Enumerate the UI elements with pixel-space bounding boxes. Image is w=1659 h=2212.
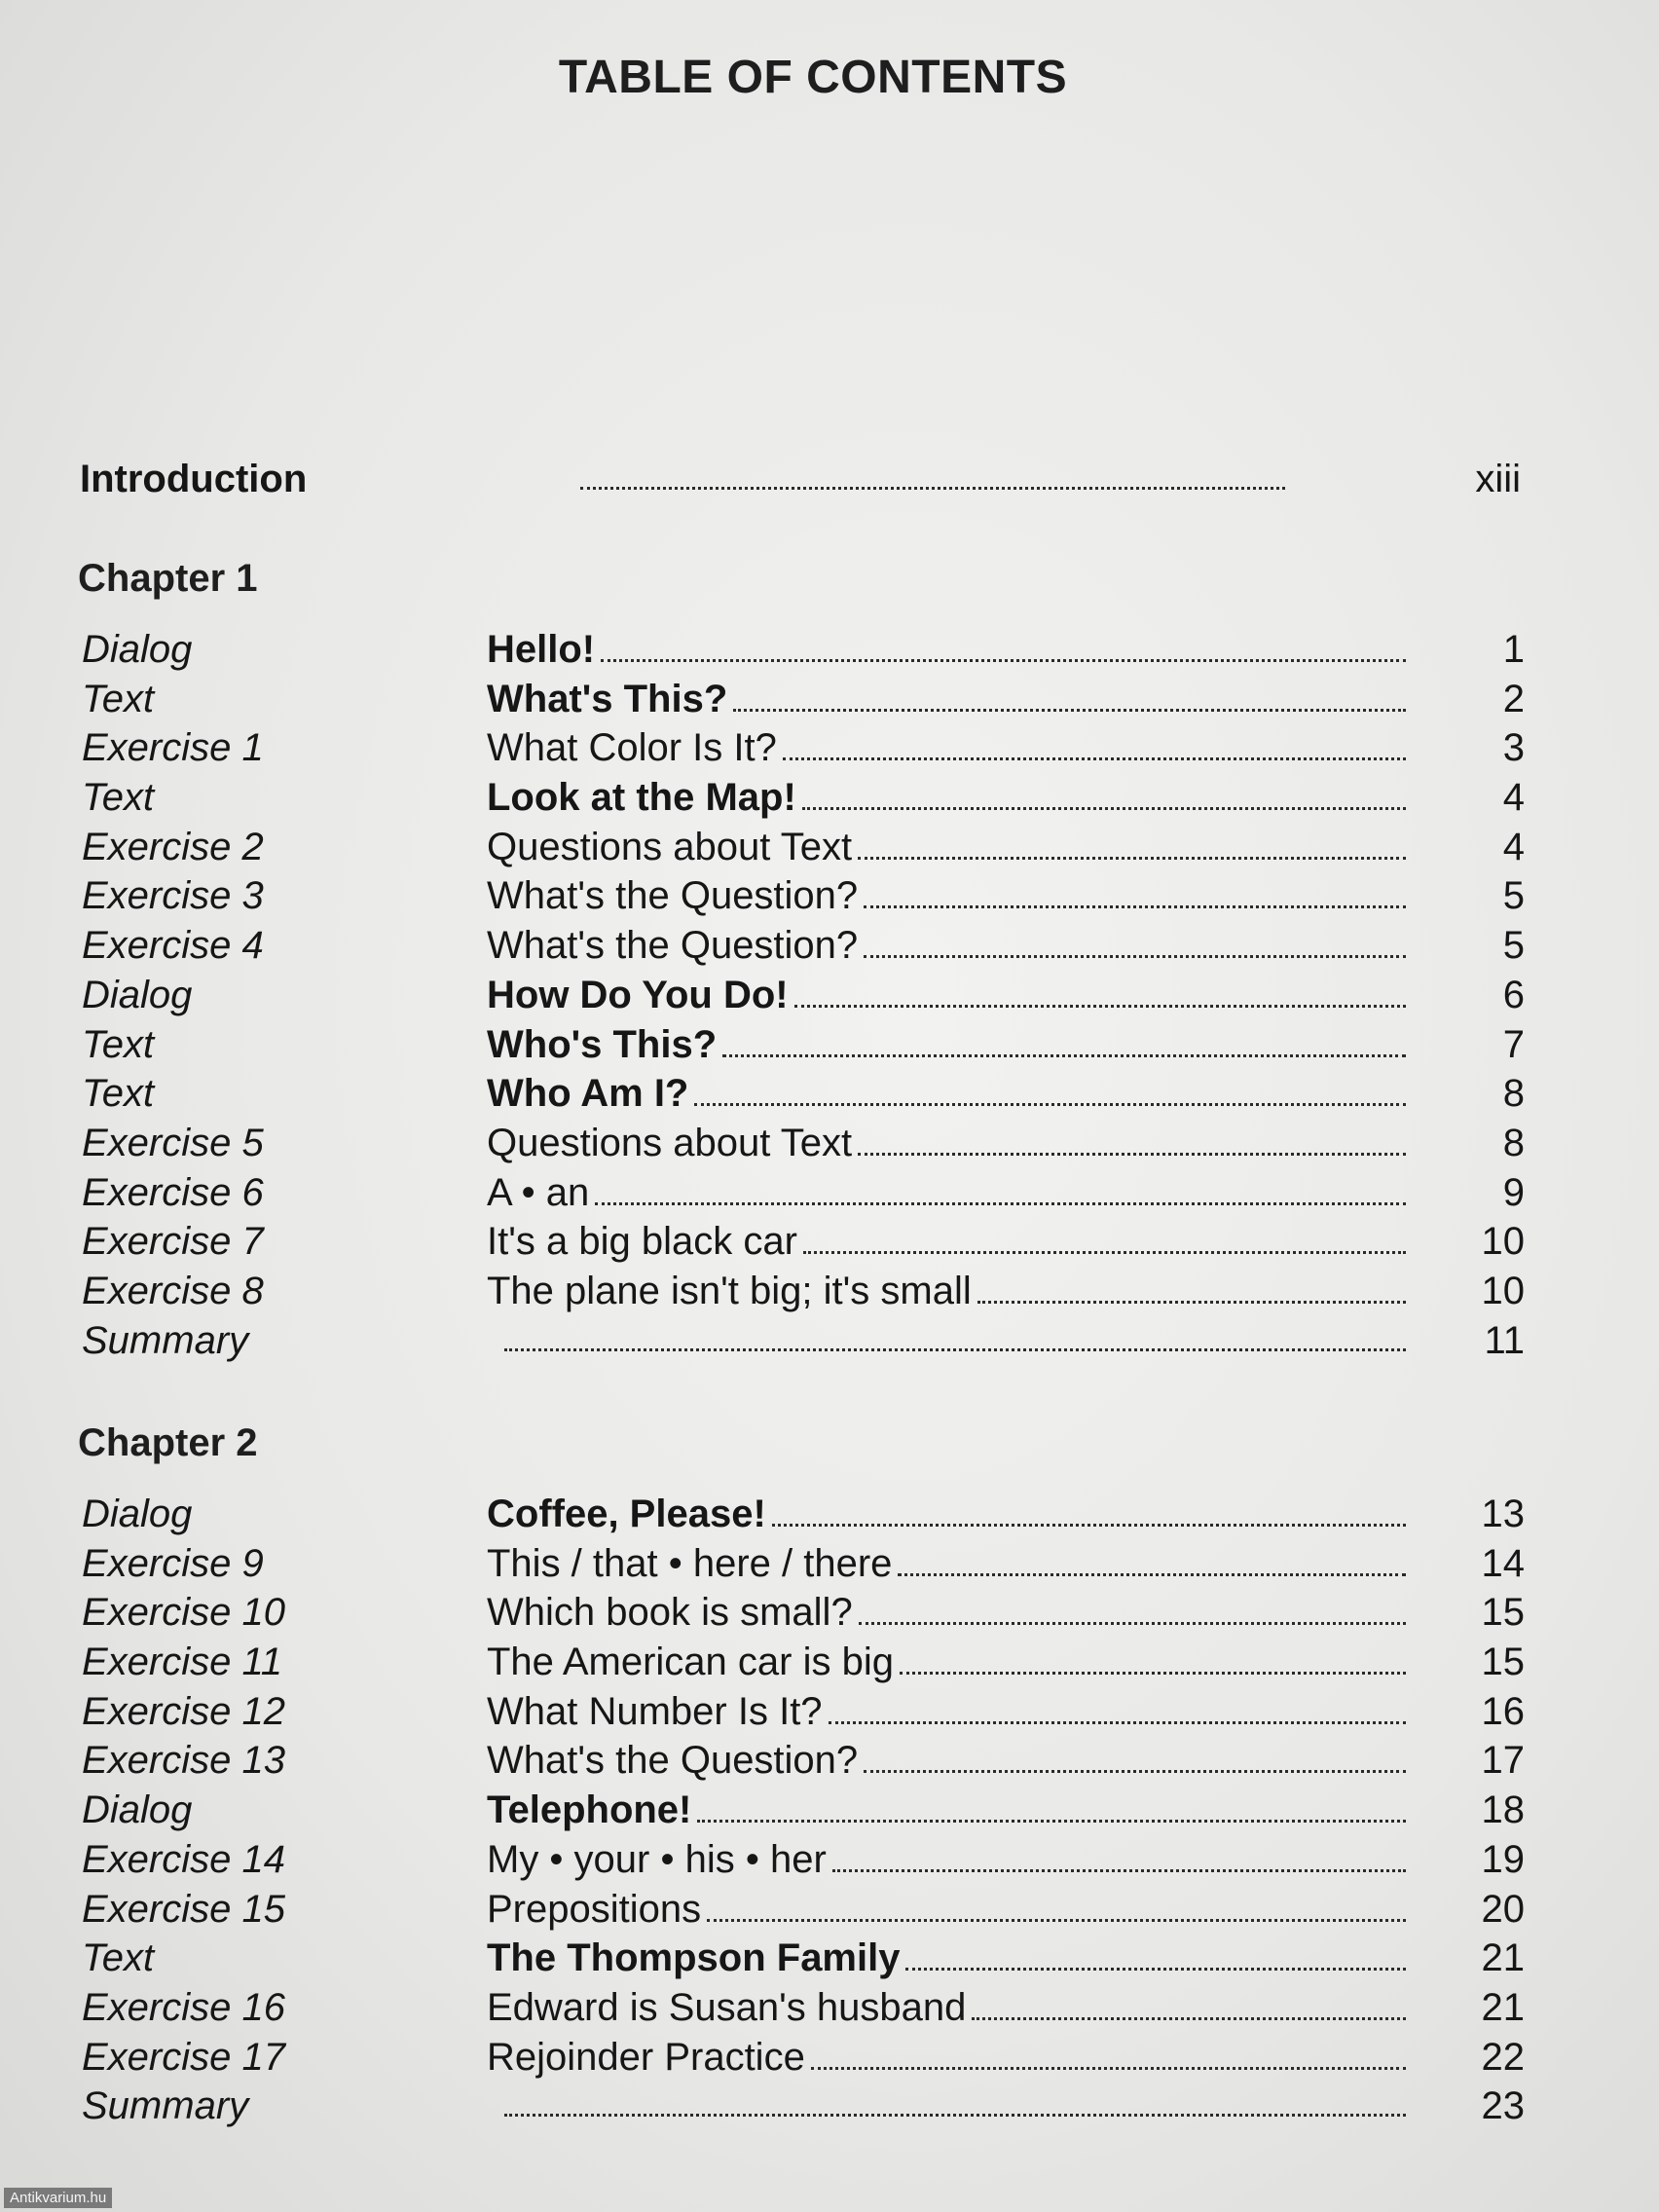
entry-title: How Do You Do! (487, 973, 789, 1016)
toc-entry (0, 1788, 1659, 1838)
entry-title-leader (487, 924, 1412, 968)
leader-dots (694, 1074, 1406, 1106)
leader-dots (722, 1025, 1406, 1057)
entry-page-number: 4 (1502, 825, 1525, 868)
entry-label: Exercise 16 (82, 1985, 285, 2029)
entry-page-number: 21 (1481, 1985, 1525, 2029)
entry-page-number: 8 (1502, 1072, 1525, 1116)
entry-label: Text (82, 776, 155, 820)
entry-title: What's the Question? (487, 924, 859, 968)
entry-page-number: 4 (1502, 776, 1525, 820)
entry-title: The plane isn't big; it's small (487, 1269, 972, 1312)
entry-page-number: 19 (1481, 1837, 1525, 1881)
entry-label: Exercise 11 (82, 1641, 283, 1684)
entry-label: Exercise 5 (82, 1121, 264, 1164)
toc-entry (0, 1936, 1659, 1986)
entry-title-leader (487, 1788, 1412, 1832)
entry-title: Coffee, Please! (487, 1493, 766, 1535)
entry-title-leader (487, 1171, 1412, 1215)
entry-title: This / that • here / there (487, 1541, 893, 1585)
toc-entry (0, 1220, 1659, 1270)
toc-entry (0, 2084, 1659, 2134)
leader-dots (858, 828, 1406, 860)
leader-dots (504, 2084, 1406, 2117)
entry-title-leader (487, 1739, 1412, 1783)
toc-entry (0, 1739, 1659, 1788)
entry-page-number: 9 (1502, 1170, 1525, 1214)
entry-label: Exercise 8 (82, 1269, 264, 1312)
entry-title: Hello! (487, 628, 596, 671)
entry-page-number: 23 (1481, 2084, 1525, 2128)
entry-title: What Number Is It? (487, 1689, 823, 1733)
entry-page-number: 14 (1481, 1541, 1525, 1585)
entry-label: Exercise 17 (82, 2035, 285, 2079)
toc-entry (0, 1591, 1659, 1641)
entry-label: Dialog (82, 973, 193, 1016)
entry-title: It's a big black car (487, 1220, 797, 1264)
entry-title-leader (487, 1641, 1412, 1684)
entry-title-leader (498, 1319, 1412, 1351)
entry-page-number: 16 (1481, 1689, 1525, 1733)
toc-entry (0, 1690, 1659, 1740)
chapter-1-entries (0, 628, 1659, 1368)
entry-title: Who's This? (487, 1022, 718, 1066)
leader-dots (733, 680, 1406, 712)
entry-title-leader (487, 2036, 1412, 2080)
entry-label: Text (82, 1936, 155, 1980)
entry-title-leader (487, 1838, 1412, 1882)
entry-title: The American car is big (487, 1641, 894, 1684)
entry-title-leader (487, 1270, 1412, 1313)
leader-dots (972, 1988, 1406, 2020)
entry-title-leader (487, 1888, 1412, 1932)
entry-title: Edward is Susan's husband (487, 1985, 967, 2029)
entry-page-number: 21 (1481, 1936, 1525, 1980)
watermark: Antikvarium.hu (4, 2188, 112, 2208)
entry-label: Exercise 12 (82, 1689, 285, 1733)
leader-dots (977, 1272, 1406, 1304)
entry-title: My • your • his • her (487, 1837, 827, 1881)
entry-page-number: 13 (1481, 1493, 1525, 1535)
entry-page-number: 10 (1481, 1220, 1525, 1264)
entry-label: Exercise 9 (82, 1541, 264, 1585)
entry-title: What's This? (487, 677, 728, 720)
entry-label: Text (82, 1022, 155, 1066)
page-title: TABLE OF CONTENTS (558, 52, 1068, 103)
leader-dots (601, 630, 1406, 662)
entry-title: Which book is small? (487, 1591, 853, 1635)
entry-label: Text (82, 677, 155, 720)
toc-entry (0, 826, 1659, 875)
entry-title-leader (487, 826, 1412, 869)
entry-label: Exercise 2 (82, 825, 264, 868)
entry-label: Exercise 6 (82, 1170, 264, 1214)
entry-title-leader (487, 1122, 1412, 1165)
entry-page-number: 15 (1481, 1641, 1525, 1684)
entry-title-leader (487, 776, 1412, 820)
toc-entry (0, 924, 1659, 974)
entry-label: Dialog (82, 628, 193, 671)
toc-entry (0, 2036, 1659, 2085)
entry-page-number: 2 (1502, 677, 1525, 720)
entry-title-leader (498, 2084, 1412, 2117)
entry-label: Text (82, 1072, 155, 1116)
leader-dots (504, 1319, 1406, 1351)
entry-page-number: 7 (1502, 1022, 1525, 1066)
entry-title: Questions about Text (487, 825, 853, 868)
entry-title: Telephone! (487, 1788, 692, 1832)
entry-title: What's the Question? (487, 1739, 859, 1783)
entry-label: Exercise 1 (82, 726, 264, 770)
toc-entry (0, 1493, 1659, 1542)
entry-title: Who Am I? (487, 1072, 689, 1116)
entry-title: A • an (487, 1170, 590, 1214)
toc-entry (0, 1542, 1659, 1592)
entry-label: Dialog (82, 1788, 193, 1832)
entry-page-number: 17 (1481, 1739, 1525, 1783)
entry-title: Prepositions (487, 1887, 702, 1931)
entry-title-leader (487, 1591, 1412, 1635)
entry-page-number: 18 (1481, 1788, 1525, 1832)
entry-title: What's the Question? (487, 874, 859, 918)
entry-label: Exercise 7 (82, 1220, 264, 1264)
toc-entry (0, 726, 1659, 776)
leader-dots (832, 1840, 1406, 1872)
entry-page-number: 5 (1502, 874, 1525, 918)
entry-page-number: 8 (1502, 1121, 1525, 1164)
leader-dots (811, 2038, 1406, 2070)
entry-title-leader (487, 628, 1412, 672)
leader-dots (803, 1222, 1406, 1254)
toc-entry (0, 874, 1659, 924)
toc-entry (0, 1888, 1659, 1937)
entry-title: What Color Is It? (487, 726, 777, 770)
entry-page-number: 3 (1502, 726, 1525, 770)
entry-title-leader (487, 974, 1412, 1017)
entry-page-number: 22 (1481, 2035, 1525, 2079)
leader-dots (900, 1642, 1406, 1675)
entry-label: Exercise 4 (82, 924, 264, 968)
entry-title-leader (487, 678, 1412, 721)
toc-entry (0, 628, 1659, 678)
toc-entry (0, 1072, 1659, 1122)
entry-page-number: 11 (1484, 1318, 1525, 1362)
leader-dots (707, 1890, 1406, 1922)
entry-title: Look at the Map! (487, 776, 796, 820)
entry-page-number: 1 (1502, 628, 1525, 671)
toc-entry (0, 1122, 1659, 1171)
leader-dots (858, 1124, 1406, 1156)
leader-dots (595, 1173, 1406, 1205)
entry-label: Summary (82, 2084, 249, 2128)
toc-entry (0, 1023, 1659, 1073)
leader-dots (859, 1593, 1406, 1625)
toc-entry (0, 974, 1659, 1023)
leader-dots (864, 876, 1406, 908)
toc-entry (0, 1171, 1659, 1221)
toc-entry (0, 1319, 1659, 1369)
leader-dots (802, 778, 1406, 810)
entry-title: Rejoinder Practice (487, 2035, 805, 2079)
chapter-1-heading: Chapter 1 (78, 557, 258, 600)
entry-title-leader (487, 726, 1412, 770)
chapter-2-entries (0, 1493, 1659, 2134)
chapter-2-heading: Chapter 2 (78, 1421, 258, 1464)
leader-dots (905, 1938, 1406, 1971)
toc-entry (0, 1838, 1659, 1888)
entry-label: Exercise 14 (82, 1837, 285, 1881)
entry-title-leader (487, 1220, 1412, 1264)
toc-entry (0, 678, 1659, 727)
entry-title-leader (487, 1072, 1412, 1116)
leader-dots (898, 1544, 1406, 1576)
leader-dots (697, 1790, 1406, 1823)
introduction-label: Introduction (80, 458, 308, 500)
introduction-page: xiii (1475, 458, 1521, 500)
toc-introduction (78, 458, 1529, 508)
entry-label: Exercise 3 (82, 874, 264, 918)
leader-dots (864, 926, 1406, 958)
entry-title-leader (487, 1986, 1412, 2030)
entry-title-leader (487, 1542, 1412, 1586)
entry-label: Exercise 10 (82, 1591, 285, 1635)
toc-entry (0, 776, 1659, 826)
entry-title: Questions about Text (487, 1121, 853, 1164)
entry-page-number: 15 (1481, 1591, 1525, 1635)
entry-label: Dialog (82, 1493, 193, 1535)
toc-entry (0, 1986, 1659, 2036)
entry-page-number: 10 (1481, 1269, 1525, 1312)
leader-dots (772, 1494, 1406, 1527)
leader-dots (794, 976, 1406, 1008)
leader-dots (580, 458, 1285, 490)
entry-page-number: 6 (1502, 973, 1525, 1016)
entry-title: The Thompson Family (487, 1936, 901, 1980)
entry-label: Exercise 15 (82, 1887, 285, 1931)
toc-entry (0, 1270, 1659, 1319)
toc-entry (0, 1641, 1659, 1690)
entry-title-leader (487, 874, 1412, 918)
entry-title-leader (487, 1023, 1412, 1067)
entry-page-number: 20 (1481, 1887, 1525, 1931)
leader-dots (864, 1741, 1406, 1773)
entry-page-number: 5 (1502, 924, 1525, 968)
entry-label: Exercise 13 (82, 1739, 285, 1783)
entry-label: Summary (82, 1318, 249, 1362)
leader-dots (829, 1692, 1406, 1724)
entry-title-leader (487, 1936, 1412, 1980)
entry-title-leader (487, 1493, 1412, 1536)
entry-title-leader (487, 1690, 1412, 1734)
leader-dots (783, 728, 1406, 760)
